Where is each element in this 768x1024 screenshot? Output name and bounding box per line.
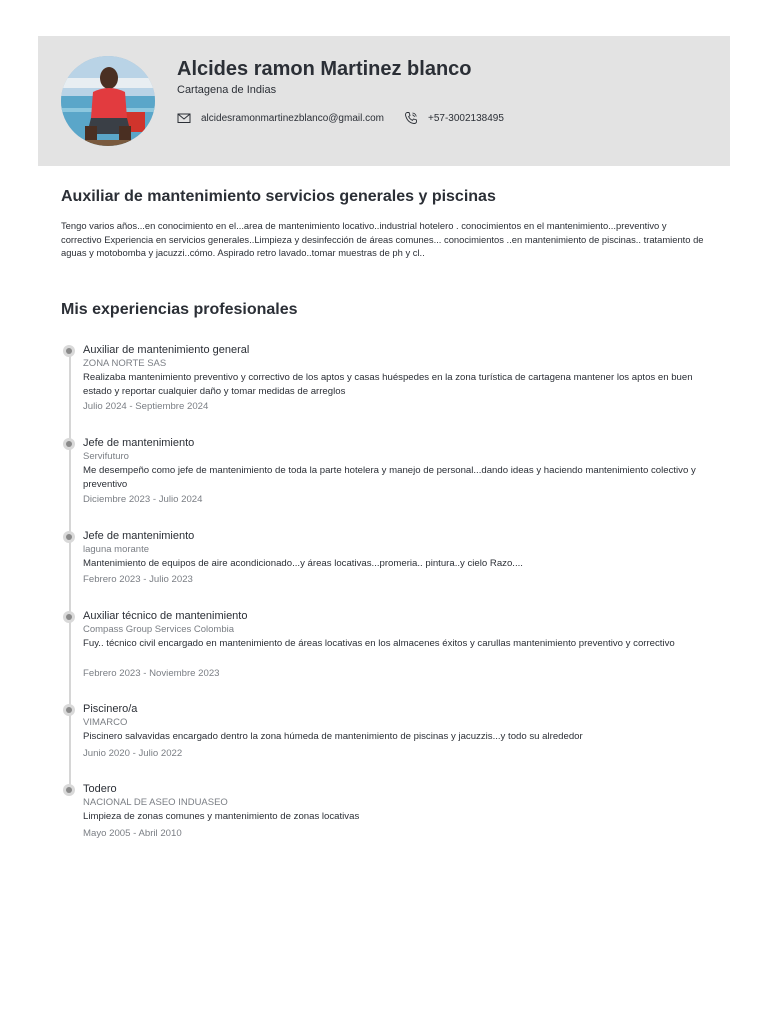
- experience-role: Jefe de mantenimiento: [83, 530, 195, 542]
- experience-dates: Julio 2024 - Septiembre 2024: [83, 401, 209, 412]
- avatar: [61, 56, 155, 146]
- experience-description: Piscinero salvavidas encargado dentro la zona húmeda de mantenimiento de piscinas y jacuzzis...y todo su alrededor: [83, 731, 583, 742]
- profile-summary: Tengo varios años...en conocimiento en el...area de mantenimiento locativo..industrial hotelero . conocimientos en el mantenimiento...preventivo y correctivo Experiencia en servicios generales..Limpieza y desinfección de áreas comunes... conocimientos ..en mantenimiento de piscinas.. tratamiento de aguas y motobomba y jacuzzi..cómo. Aspirado retro lavado..tomar muestras de ph y cl..: [61, 220, 704, 258]
- experience-dates: Diciembre 2023 - Julio 2024: [83, 494, 203, 505]
- experience-role: Auxiliar técnico de mantenimiento: [83, 610, 248, 622]
- experience-company: laguna morante: [83, 544, 150, 555]
- experience-dates: Febrero 2023 - Noviembre 2023: [83, 668, 220, 679]
- candidate-name: Alcides ramon Martinez blanco: [177, 58, 472, 80]
- experience-role: Piscinero/a: [83, 703, 138, 715]
- experience-dates: Mayo 2005 - Abril 2010: [83, 828, 182, 839]
- experience-section-title: Mis experiencias profesionales: [61, 301, 298, 318]
- phone-icon: [404, 111, 418, 125]
- email-text: alcidesramonmartinezblanco@gmail.com: [201, 112, 385, 124]
- profile-header: [38, 36, 730, 166]
- experience-company: NACIONAL DE ASEO INDUASEO: [83, 797, 228, 808]
- contact-email[interactable]: [177, 111, 384, 125]
- timeline-dot: [63, 438, 75, 450]
- experience-description: Mantenimiento de equipos de aire acondicionado...y áreas locativas...promeria.. pintura..y cielo Razo....: [83, 558, 523, 569]
- experience-description: Limpieza de zonas comunes y mantenimiento de zonas locativas: [83, 811, 360, 822]
- timeline-dot: [63, 611, 75, 623]
- mail-icon: [177, 111, 191, 125]
- timeline-dot: [63, 531, 75, 543]
- timeline-line: [69, 349, 71, 791]
- phone-text: +57-3002138495: [428, 112, 504, 124]
- contact-phone[interactable]: [404, 111, 504, 125]
- candidate-city: Cartagena de Indias: [177, 84, 277, 96]
- experience-dates: Junio 2020 - Julio 2022: [83, 748, 183, 759]
- experience-description: Fuy.. técnico civil encargado en mantenimiento de áreas locativas en los almacenes éxitos y carullas mantenimiento preventivo y correctivo: [83, 638, 675, 649]
- experience-description: Me desempeño como jefe de mantenimiento de toda la parte hotelera y manejo de personal...dando ideas y haciendo mantenimiento colectivo y preventivo: [83, 465, 696, 490]
- experience-role: Todero: [83, 783, 117, 795]
- experience-dates: Febrero 2023 - Julio 2023: [83, 574, 193, 585]
- experience-company: VIMARCO: [83, 717, 128, 728]
- timeline-dot: [63, 345, 75, 357]
- experience-company: Servifuturo: [83, 451, 129, 462]
- experience-role: Auxiliar de mantenimiento general: [83, 344, 250, 356]
- experience-company: ZONA NORTE SAS: [83, 358, 167, 369]
- timeline-dot: [63, 784, 75, 796]
- experience-description: Realizaba mantenimiento preventivo y correctivo de los aptos y casas huéspedes en la zona turística de cartagena mantener los aptos en buen estado y reportar cualquier daño y tomar medidas de arreglos: [83, 372, 693, 397]
- job-title: Auxiliar de mantenimiento servicios generales y piscinas: [61, 188, 496, 205]
- experience-company: Compass Group Services Colombia: [83, 624, 235, 635]
- experience-role: Jefe de mantenimiento: [83, 437, 195, 449]
- timeline-dot: [63, 704, 75, 716]
